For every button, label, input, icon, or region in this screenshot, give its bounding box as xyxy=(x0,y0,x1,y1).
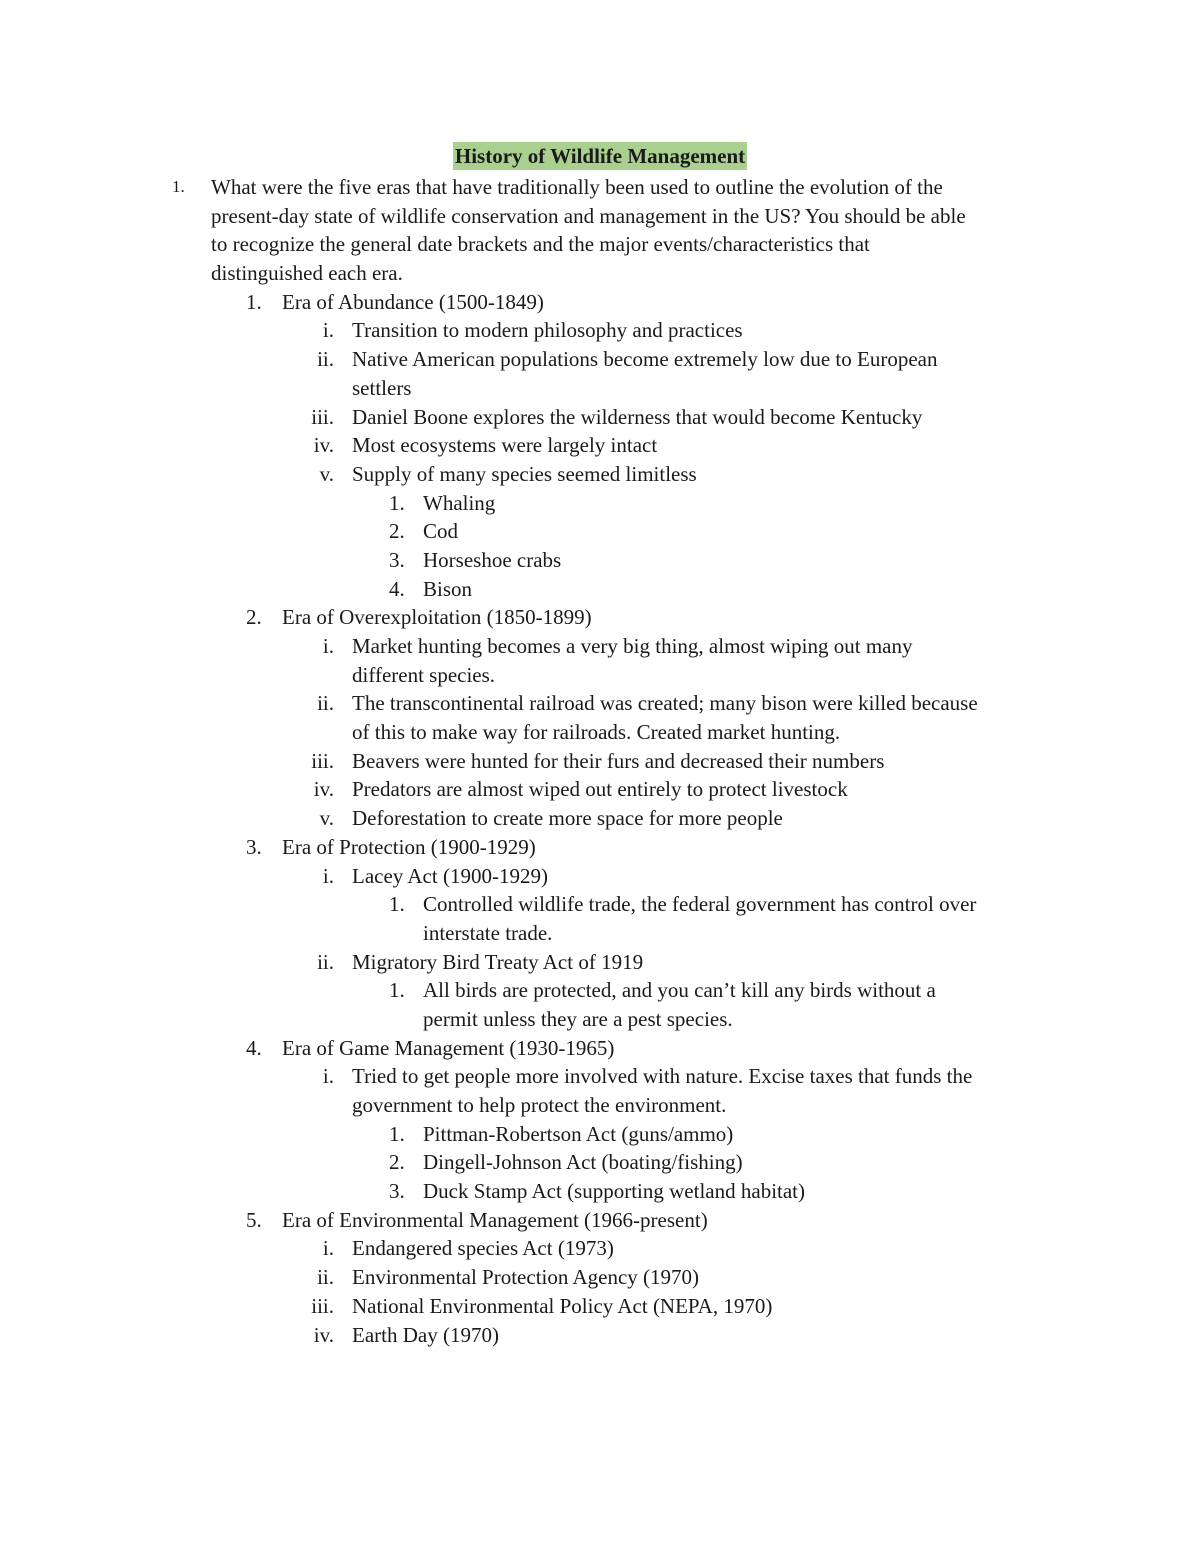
list-item-text: Pittman-Robertson Act (guns/ammo) xyxy=(423,1121,734,1146)
list-item xyxy=(0,575,1200,604)
list-marker: v. xyxy=(319,461,334,486)
list-item-text: of this to make way for railroads. Created market hunting. xyxy=(352,720,841,745)
list-item xyxy=(0,316,1200,345)
list-item xyxy=(0,1263,1200,1292)
list-item xyxy=(0,489,1200,518)
list-item-continuation xyxy=(0,374,1200,403)
list-marker: i. xyxy=(322,634,334,658)
list-marker: iii. xyxy=(311,404,334,429)
title-row xyxy=(0,142,1200,170)
list-marker: i. xyxy=(322,863,334,888)
list-marker: 5. xyxy=(246,1207,262,1232)
list-item xyxy=(0,747,1200,776)
list-item-text: Deforestation to create more space for more people xyxy=(352,806,783,831)
list-item xyxy=(0,546,1200,575)
list-item xyxy=(0,403,1200,432)
list-item xyxy=(0,288,1200,317)
list-marker: i. xyxy=(322,318,334,343)
list-item-text: Era of Protection (1900-1929) xyxy=(282,834,536,859)
list-item xyxy=(0,833,1200,862)
list-item xyxy=(0,804,1200,833)
list-item-text: Environmental Protection Agency (1970) xyxy=(352,1265,700,1290)
list-item xyxy=(0,431,1200,460)
list-item-text: Cod xyxy=(423,519,459,544)
list-item-text: Most ecosystems were largely intact xyxy=(352,433,658,458)
list-marker: iv. xyxy=(313,777,334,802)
outline-list xyxy=(0,173,1200,1349)
list-marker: ii. xyxy=(317,347,334,372)
list-item-text: Era of Abundance (1500-1849) xyxy=(282,289,544,314)
list-item-text: distinguished each era. xyxy=(211,261,403,286)
list-marker: ii. xyxy=(317,691,334,716)
list-item-continuation xyxy=(0,230,1200,259)
list-item-text: Earth Day (1970) xyxy=(352,1322,499,1347)
list-marker: 4. xyxy=(246,1035,262,1060)
list-marker: 3. xyxy=(246,834,262,859)
list-item-text: Migratory Bird Treaty Act of 1919 xyxy=(352,949,644,974)
list-item xyxy=(0,1206,1200,1235)
list-marker: 1. xyxy=(389,490,405,515)
list-item-text: The transcontinental railroad was created; many bison were killed because xyxy=(352,691,978,716)
list-item-text: Controlled wildlife trade, the federal government has control over xyxy=(423,892,977,917)
list-item xyxy=(0,345,1200,374)
list-item-text: Lacey Act (1900-1929) xyxy=(352,863,548,888)
list-item-text: Era of Environmental Management (1966-present) xyxy=(282,1207,708,1232)
list-item-text: Native American populations become extremely low due to European xyxy=(352,347,938,372)
list-item xyxy=(0,689,1200,718)
list-marker: ii. xyxy=(317,1265,334,1290)
list-item-text: permit unless they are a pest species. xyxy=(423,1006,733,1031)
list-item xyxy=(0,173,1200,202)
list-item-text: settlers xyxy=(352,375,412,400)
list-item-text: Whaling xyxy=(423,490,496,515)
list-marker: i. xyxy=(322,1064,334,1089)
list-item xyxy=(0,1292,1200,1321)
list-item-continuation xyxy=(0,259,1200,288)
list-marker: 1. xyxy=(389,1121,405,1146)
list-marker: 2. xyxy=(246,605,262,630)
list-item-text: Tried to get people more involved with nature. Excise taxes that funds the xyxy=(352,1064,973,1089)
list-item xyxy=(0,1234,1200,1263)
list-item-text: Dingell-Johnson Act (boating/fishing) xyxy=(423,1150,743,1175)
list-marker: iv. xyxy=(313,433,334,458)
list-item-continuation xyxy=(0,919,1200,948)
list-item-text: Endangered species Act (1973) xyxy=(352,1236,614,1261)
list-item xyxy=(0,948,1200,977)
list-item-continuation xyxy=(0,202,1200,231)
list-item-text: Daniel Boone explores the wilderness that would become Kentucky xyxy=(352,404,923,429)
list-marker: 1. xyxy=(172,177,185,196)
list-marker: 3. xyxy=(389,1179,405,1204)
list-item-text: interstate trade. xyxy=(423,920,553,945)
list-marker: iii. xyxy=(311,1293,334,1318)
list-marker: 1. xyxy=(246,289,262,314)
list-item xyxy=(0,1062,1200,1091)
list-item-text: different species. xyxy=(352,662,496,687)
list-item xyxy=(0,976,1200,1005)
list-item-text: Market hunting becomes a very big thing, almost wiping out many xyxy=(352,634,913,658)
list-marker: v. xyxy=(319,806,334,831)
list-item-text: Transition to modern philosophy and practices xyxy=(352,318,743,343)
list-item xyxy=(0,775,1200,804)
list-item xyxy=(0,1148,1200,1177)
list-item xyxy=(0,603,1200,632)
list-item-text: Era of Overexploitation (1850-1899) xyxy=(282,605,592,630)
list-item-text: Beavers were hunted for their furs and decreased their numbers xyxy=(352,748,885,773)
list-marker: 4. xyxy=(389,576,405,601)
list-item-continuation xyxy=(0,1005,1200,1034)
list-item xyxy=(0,1177,1200,1206)
list-item xyxy=(0,1120,1200,1149)
list-item-text: What were the five eras that have traditionally been used to outline the evolution of the xyxy=(211,175,943,199)
list-marker: 3. xyxy=(389,547,405,572)
list-item xyxy=(0,1034,1200,1063)
list-item-continuation xyxy=(0,1091,1200,1120)
list-marker: ii. xyxy=(317,949,334,974)
list-item-continuation xyxy=(0,718,1200,747)
list-item-text: Bison xyxy=(423,576,473,601)
list-item xyxy=(0,460,1200,489)
list-marker: 2. xyxy=(389,1150,405,1175)
list-marker: iv. xyxy=(313,1322,334,1347)
list-item-text: All birds are protected, and you can’t kill any birds without a xyxy=(423,978,936,1003)
list-item-text: present-day state of wildlife conservation and management in the US? You should be able xyxy=(211,203,966,228)
list-item xyxy=(0,632,1200,661)
list-item-continuation xyxy=(0,661,1200,690)
list-item xyxy=(0,517,1200,546)
list-item xyxy=(0,890,1200,919)
list-item-text: Predators are almost wiped out entirely to protect livestock xyxy=(352,777,848,802)
list-item-text: Era of Game Management (1930-1965) xyxy=(282,1035,615,1060)
list-item-text: Horseshoe crabs xyxy=(423,547,562,572)
list-marker: 2. xyxy=(389,519,405,544)
list-item-text: Duck Stamp Act (supporting wetland habitat) xyxy=(423,1179,806,1204)
list-marker: i. xyxy=(322,1236,334,1261)
list-item-text: to recognize the general date brackets and the major events/characteristics that xyxy=(211,232,870,257)
list-item xyxy=(0,862,1200,891)
list-item-text: National Environmental Policy Act (NEPA, 1970) xyxy=(352,1293,773,1318)
list-marker: iii. xyxy=(311,748,334,773)
list-item-text: government to help protect the environment. xyxy=(352,1093,727,1117)
list-marker: 1. xyxy=(389,978,405,1003)
list-marker: 1. xyxy=(389,892,405,917)
list-item xyxy=(0,1321,1200,1350)
page-title: History of Wildlife Management xyxy=(454,144,746,168)
list-item-text: Supply of many species seemed limitless xyxy=(352,461,697,486)
